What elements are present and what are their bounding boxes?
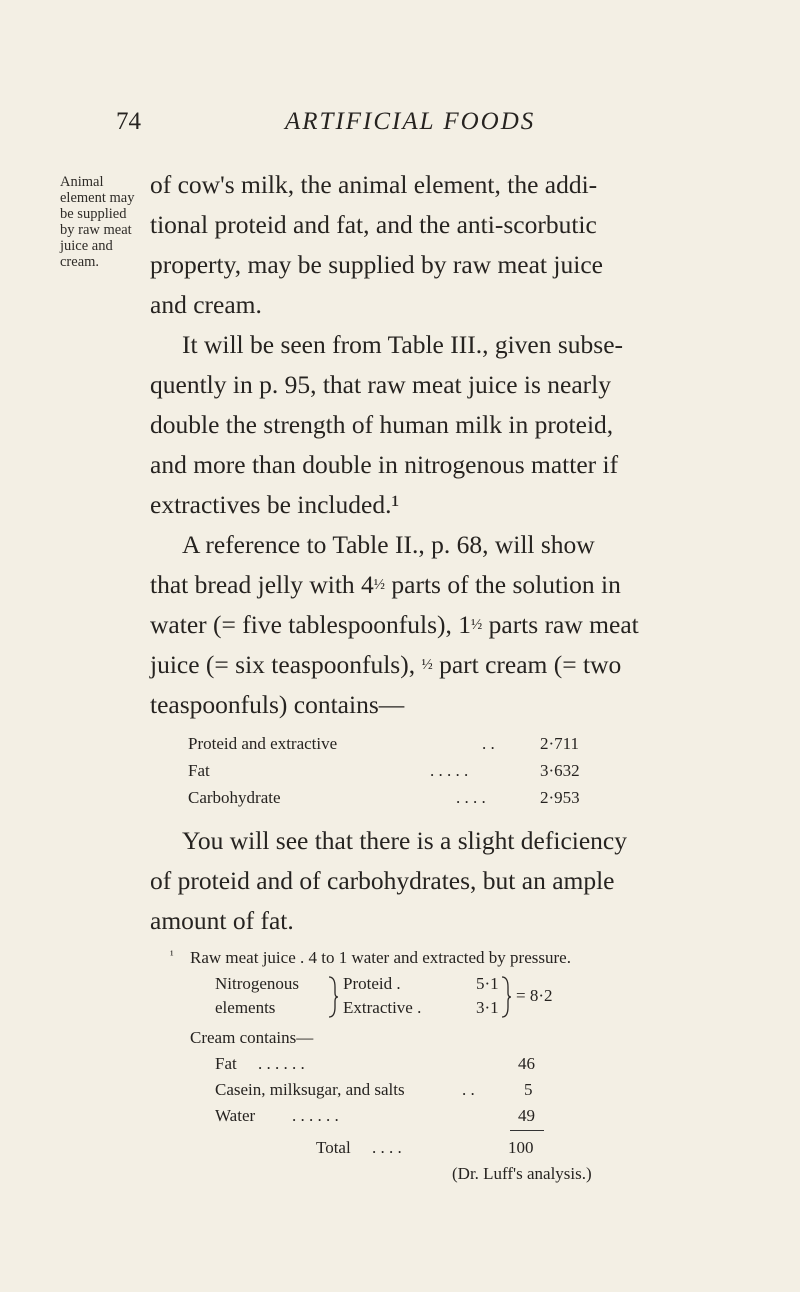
cream-label: Casein, milksugar, and salts	[215, 1080, 405, 1099]
extractive-value: 3·1	[476, 998, 499, 1017]
body-line: property, may be supplied by raw meat juice	[150, 250, 603, 279]
sum-value: = 8·2	[516, 986, 553, 1005]
body-line: double the strength of human milk in proteid,	[150, 410, 614, 439]
page-header	[0, 108, 800, 138]
body-line: and cream.	[150, 290, 262, 319]
table-dots: . . . . .	[430, 761, 469, 780]
margin-note	[60, 174, 160, 270]
body-line: of proteid and of carbohydrates, but an ample	[150, 866, 615, 895]
body-line: extractives be included.¹	[150, 490, 400, 519]
table-label: Proteid and extractive	[188, 734, 338, 753]
body-line: quently in p. 95, that raw meat juice is nearly	[150, 370, 611, 399]
page-number: 74	[116, 108, 141, 135]
table-dots: . .	[482, 734, 495, 753]
margin-note-line: cream.	[60, 254, 100, 270]
body-line: A reference to Table II., p. 68, will show	[182, 530, 595, 559]
elements-label: elements	[215, 998, 276, 1017]
total-value: 100	[508, 1138, 534, 1157]
table-label: Fat	[188, 761, 210, 780]
cream-value: 5	[524, 1080, 533, 1099]
brace-icon	[500, 975, 512, 1019]
total-rule	[510, 1130, 544, 1131]
body-line: You will see that there is a slight deficiency	[182, 826, 627, 855]
cream-heading: Cream contains—	[190, 1028, 314, 1047]
body-line: that bread jelly with 4½ parts of the solution in	[150, 570, 621, 599]
body-line: teaspoonfuls) contains—	[150, 690, 405, 719]
cream-dots: . . . . . .	[292, 1106, 339, 1125]
footnote-marker: ¹	[170, 948, 174, 962]
running-title: ARTIFICIAL FOODS	[285, 108, 536, 135]
footnote-source: (Dr. Luff's analysis.)	[452, 1164, 592, 1183]
body-line: of cow's milk, the animal element, the addi-	[150, 170, 598, 199]
total-label: Total	[316, 1138, 351, 1157]
margin-note-line: element may	[60, 190, 135, 206]
table-label: Carbohydrate	[188, 788, 281, 807]
body-line: tional proteid and fat, and the anti-scorbutic	[150, 210, 597, 239]
footnote-first-line: Raw meat juice . 4 to 1 water and extracted by pressure.	[190, 948, 571, 967]
cream-value: 49	[518, 1106, 535, 1125]
nitrogenous-label: Nitrogenous	[215, 974, 300, 993]
body-line: amount of fat.	[150, 906, 294, 935]
body-line: It will be seen from Table III., given subse-	[182, 330, 624, 359]
body-line: juice (= six teaspoonfuls), ½ part cream (= two	[150, 650, 622, 679]
brace-icon	[327, 975, 339, 1019]
body-line: water (= five tablespoonfuls), 1½ parts raw meat	[150, 610, 639, 639]
proteid-label: Proteid .	[343, 974, 401, 993]
margin-note-line: be supplied	[60, 206, 127, 222]
cream-value: 46	[518, 1054, 535, 1073]
body-line: and more than double in nitrogenous matter if	[150, 450, 619, 479]
extractive-label: Extractive .	[343, 998, 422, 1017]
cream-label: Water	[215, 1106, 256, 1125]
cream-label: Fat	[215, 1054, 237, 1073]
margin-note-line: juice and	[60, 238, 113, 254]
proteid-value: 5·1	[476, 974, 499, 993]
table-value: 3·632	[540, 761, 580, 780]
margin-note-line: by raw meat	[60, 222, 132, 238]
cream-dots: . .	[462, 1080, 475, 1099]
table-value: 2·711	[540, 734, 580, 753]
cream-dots: . . . . . .	[258, 1054, 305, 1073]
table-value: 2·953	[540, 788, 580, 807]
margin-note-line: Animal	[60, 174, 104, 190]
table-dots: . . . .	[456, 788, 486, 807]
total-dots: . . . .	[372, 1138, 402, 1157]
